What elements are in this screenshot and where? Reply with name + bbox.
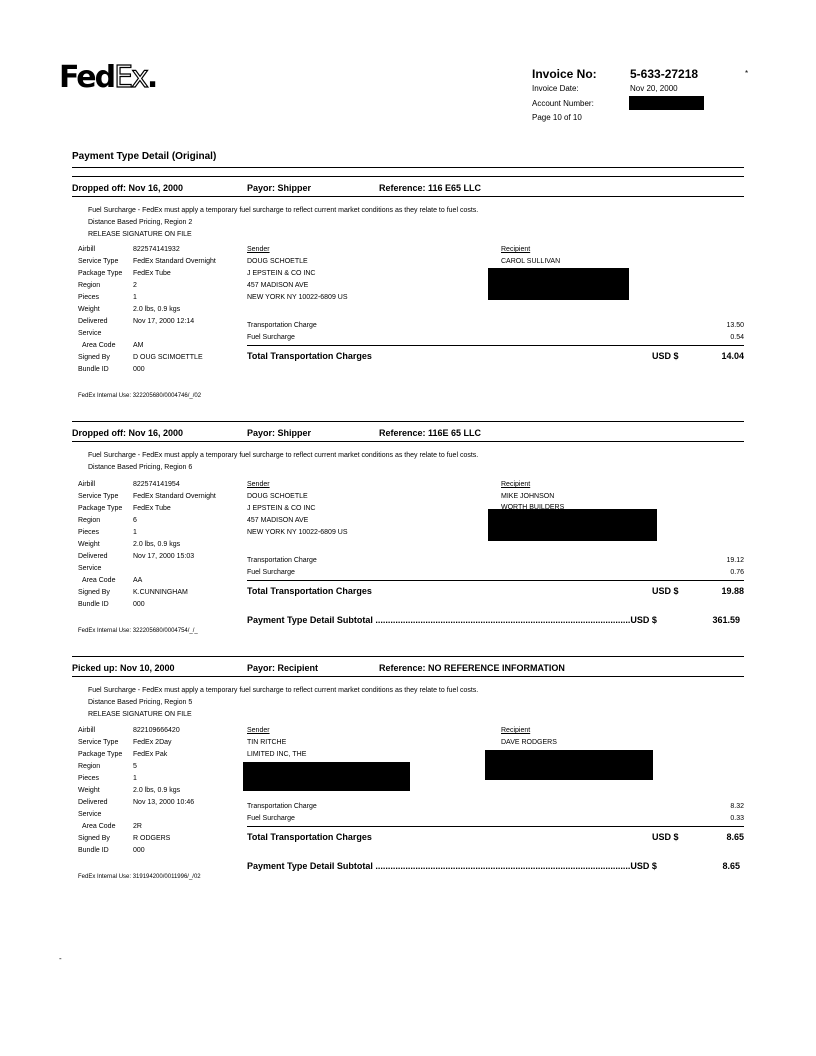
value-pieces: 1 [133,294,137,301]
currency-label: USD $ [652,832,679,842]
label-pieces: Pieces [78,294,100,301]
fuel-surcharge-label: Fuel Surcharge [247,815,295,822]
sender-line: J EPSTEIN & CO INC [247,270,316,277]
reference: Reference: 116 E65 LLC [379,183,482,193]
note-fuel-surcharge: Fuel Surcharge - FedEx must apply a temporary fuel surcharge to reflect current market conditions as they relate to fuel costs. [88,687,479,694]
note-pricing: Distance Based Pricing, Region 5 [88,699,193,706]
invoice-no-value: 5-633-27218 [630,67,699,81]
divider [72,421,744,422]
payor: Payor: Recipient [247,663,319,673]
section-title: Payment Type Detail (Original) [72,151,217,162]
value-package-type: FedEx Pak [133,751,168,758]
value-signed-by: D OUG SCIMOETTLE [133,354,203,361]
label-delivered: Delivered [78,799,108,806]
payor: Payor: Shipper [247,428,312,438]
label-service-type: Service Type [78,258,119,265]
label-area-code: Area Code [82,823,116,830]
value-weight: 2.0 lbs, 0.9 kgs [133,306,181,313]
label-bundle-id: Bundle ID [78,601,109,608]
subtotal-label: Payment Type Detail Subtotal ......................................................................................................USD $ [247,861,657,871]
label-delivered: Delivered [78,553,108,560]
value-weight: 2.0 lbs, 0.9 kgs [133,787,181,794]
invoice-no-label: Invoice No: [532,67,597,81]
value-package-type: FedEx Tube [133,505,171,512]
subtotal-value: 361.59 [712,615,740,625]
label-package-type: Package Type [78,505,123,512]
sender-address-redaction [243,762,410,791]
fuel-surcharge-label: Fuel Surcharge [247,334,295,341]
value-weight: 2.0 lbs, 0.9 kgs [133,541,181,548]
value-airbill: 822574141954 [133,481,180,488]
transportation-charge-label: Transportation Charge [247,803,317,810]
label-package-type: Package Type [78,751,123,758]
picked-up-date: Picked up: Nov 10, 2000 [72,663,175,673]
label-package-type: Package Type [78,270,123,277]
recipient-line: MIKE JOHNSON [501,493,555,500]
sender-heading: Sender [247,727,270,734]
internal-use: FedEx Internal Use: 322205680/0004746/_/02 [78,393,202,399]
account-number-redaction [629,96,704,110]
value-delivered: Nov 13, 2000 10:46 [133,799,195,806]
recipient-heading: Recipient [501,481,531,488]
footer-mark: - [59,954,62,963]
label-airbill: Airbill [78,727,96,734]
value-delivered: Nov 17, 2000 15:03 [133,553,195,560]
internal-use: FedEx Internal Use: 322205680/0004754/_/_ [78,628,198,634]
sender-line: NEW YORK NY 10022-6809 US [247,294,348,301]
value-airbill: 822109666420 [133,727,180,734]
divider [247,826,744,827]
label-signed-by: Signed By [78,354,110,361]
transportation-charge-value: 13.50 [726,322,744,329]
divider [72,176,744,177]
value-area-code: 2R [133,823,142,830]
value-signed-by: R ODGERS [133,835,171,842]
label-weight: Weight [78,306,100,313]
label-bundle-id: Bundle ID [78,847,109,854]
label-weight: Weight [78,541,100,548]
divider [72,167,744,168]
sender-line: J EPSTEIN & CO INC [247,505,316,512]
value-bundle-id: 000 [133,847,145,854]
total-transportation-label: Total Transportation Charges [247,586,372,596]
sender-line: TIN RITCHE [247,739,287,746]
total-transportation-label: Total Transportation Charges [247,832,372,842]
value-area-code: AM [133,342,144,349]
note-fuel-surcharge: Fuel Surcharge - FedEx must apply a temporary fuel surcharge to reflect current market conditions as they relate to fuel costs. [88,452,479,459]
label-area-code: Area Code [82,342,116,349]
note-pricing: Distance Based Pricing, Region 6 [88,464,193,471]
sender-line: NEW YORK NY 10022-6809 US [247,529,348,536]
note-pricing: Distance Based Pricing, Region 2 [88,219,193,226]
value-region: 6 [133,517,137,524]
label-airbill: Airbill [78,481,96,488]
label-pieces: Pieces [78,529,100,536]
recipient-address-redaction [488,509,657,541]
label-service: Service [78,330,102,337]
page-number: Page 10 of 10 [532,113,582,122]
logo-fed: Fed [59,60,115,95]
recipient-address-redaction [485,750,653,780]
recipient-line: CAROL SULLIVAN [501,258,561,265]
label-weight: Weight [78,787,100,794]
value-area-code: AA [133,577,143,584]
value-signed-by: K.CUNNINGHAM [133,589,188,596]
invoice-date-value: Nov 20, 2000 [630,84,678,93]
divider [72,676,744,677]
label-signed-by: Signed By [78,835,110,842]
dropped-off-date: Dropped off: Nov 16, 2000 [72,183,184,193]
recipient-heading: Recipient [501,727,531,734]
internal-use: FedEx Internal Use: 319194200/0011996/_/02 [78,874,201,880]
label-region: Region [78,282,101,289]
currency-label: USD $ [652,586,679,596]
label-service: Service [78,565,102,572]
label-service: Service [78,811,102,818]
currency-label: USD $ [652,351,679,361]
value-delivered: Nov 17, 2000 12:14 [133,318,195,325]
divider [247,345,744,346]
sender-line: LIMITED INC, THE [247,751,307,758]
fedex-logo [59,60,156,95]
fuel-surcharge-value: 0.33 [730,815,744,822]
payor: Payor: Shipper [247,183,312,193]
subtotal-value: 8.65 [722,861,740,871]
label-pieces: Pieces [78,775,100,782]
fuel-surcharge-label: Fuel Surcharge [247,569,295,576]
logo-dot: . [146,60,157,95]
total-transportation-value: 8.65 [726,832,744,842]
divider [247,580,744,581]
value-service-type: FedEx Standard Overnight [133,493,216,500]
logo-ex: Ex [114,60,147,95]
value-pieces: 1 [133,775,137,782]
label-area-code: Area Code [82,577,116,584]
recipient-line: WORTH BUILDERS [501,504,565,509]
label-signed-by: Signed By [78,589,110,596]
recipient-heading: Recipient [501,246,531,253]
note-release: RELEASE SIGNATURE ON FILE [88,231,192,238]
value-region: 2 [133,282,137,289]
label-region: Region [78,517,101,524]
sender-line: 457 MADISON AVE [247,517,309,524]
value-airbill: 822574141932 [133,246,180,253]
divider [72,196,744,197]
sender-line: DOUG SCHOETLE [247,493,308,500]
reference: Reference: 116E 65 LLC [379,428,482,438]
fuel-surcharge-value: 0.54 [730,334,744,341]
reference: Reference: NO REFERENCE INFORMATION [379,663,565,673]
label-service-type: Service Type [78,493,119,500]
value-bundle-id: 000 [133,366,145,373]
value-pieces: 1 [133,529,137,536]
transportation-charge-label: Transportation Charge [247,557,317,564]
divider [72,656,744,657]
total-transportation-value: 19.88 [721,586,744,596]
value-service-type: FedEx 2Day [133,739,172,746]
fuel-surcharge-value: 0.76 [730,569,744,576]
recipient-address-redaction [488,268,629,300]
transportation-charge-value: 8.32 [730,803,744,810]
dropped-off-date: Dropped off: Nov 16, 2000 [72,428,184,438]
subtotal-label: Payment Type Detail Subtotal ......................................................................................................USD $ [247,615,657,625]
invoice-date-label: Invoice Date: [532,84,579,93]
sender-line: DOUG SCHOETLE [247,258,308,265]
header-mark: * [745,69,749,78]
note-fuel-surcharge: Fuel Surcharge - FedEx must apply a temporary fuel surcharge to reflect current market conditions as they relate to fuel costs. [88,207,479,214]
account-number-label: Account Number: [532,99,594,108]
label-delivered: Delivered [78,318,108,325]
sender-heading: Sender [247,246,270,253]
sender-line: 457 MADISON AVE [247,282,309,289]
value-service-type: FedEx Standard Overnight [133,258,216,265]
label-region: Region [78,763,101,770]
sender-heading: Sender [247,481,270,488]
note-release: RELEASE SIGNATURE ON FILE [88,711,192,718]
label-bundle-id: Bundle ID [78,366,109,373]
label-service-type: Service Type [78,739,119,746]
recipient-line: DAVE RODGERS [501,739,557,746]
label-airbill: Airbill [78,246,96,253]
total-transportation-value: 14.04 [721,351,744,361]
value-package-type: FedEx Tube [133,270,171,277]
value-bundle-id: 000 [133,601,145,608]
value-region: 5 [133,763,137,770]
divider [72,441,744,442]
transportation-charge-value: 19.12 [726,557,744,564]
total-transportation-label: Total Transportation Charges [247,351,372,361]
transportation-charge-label: Transportation Charge [247,322,317,329]
